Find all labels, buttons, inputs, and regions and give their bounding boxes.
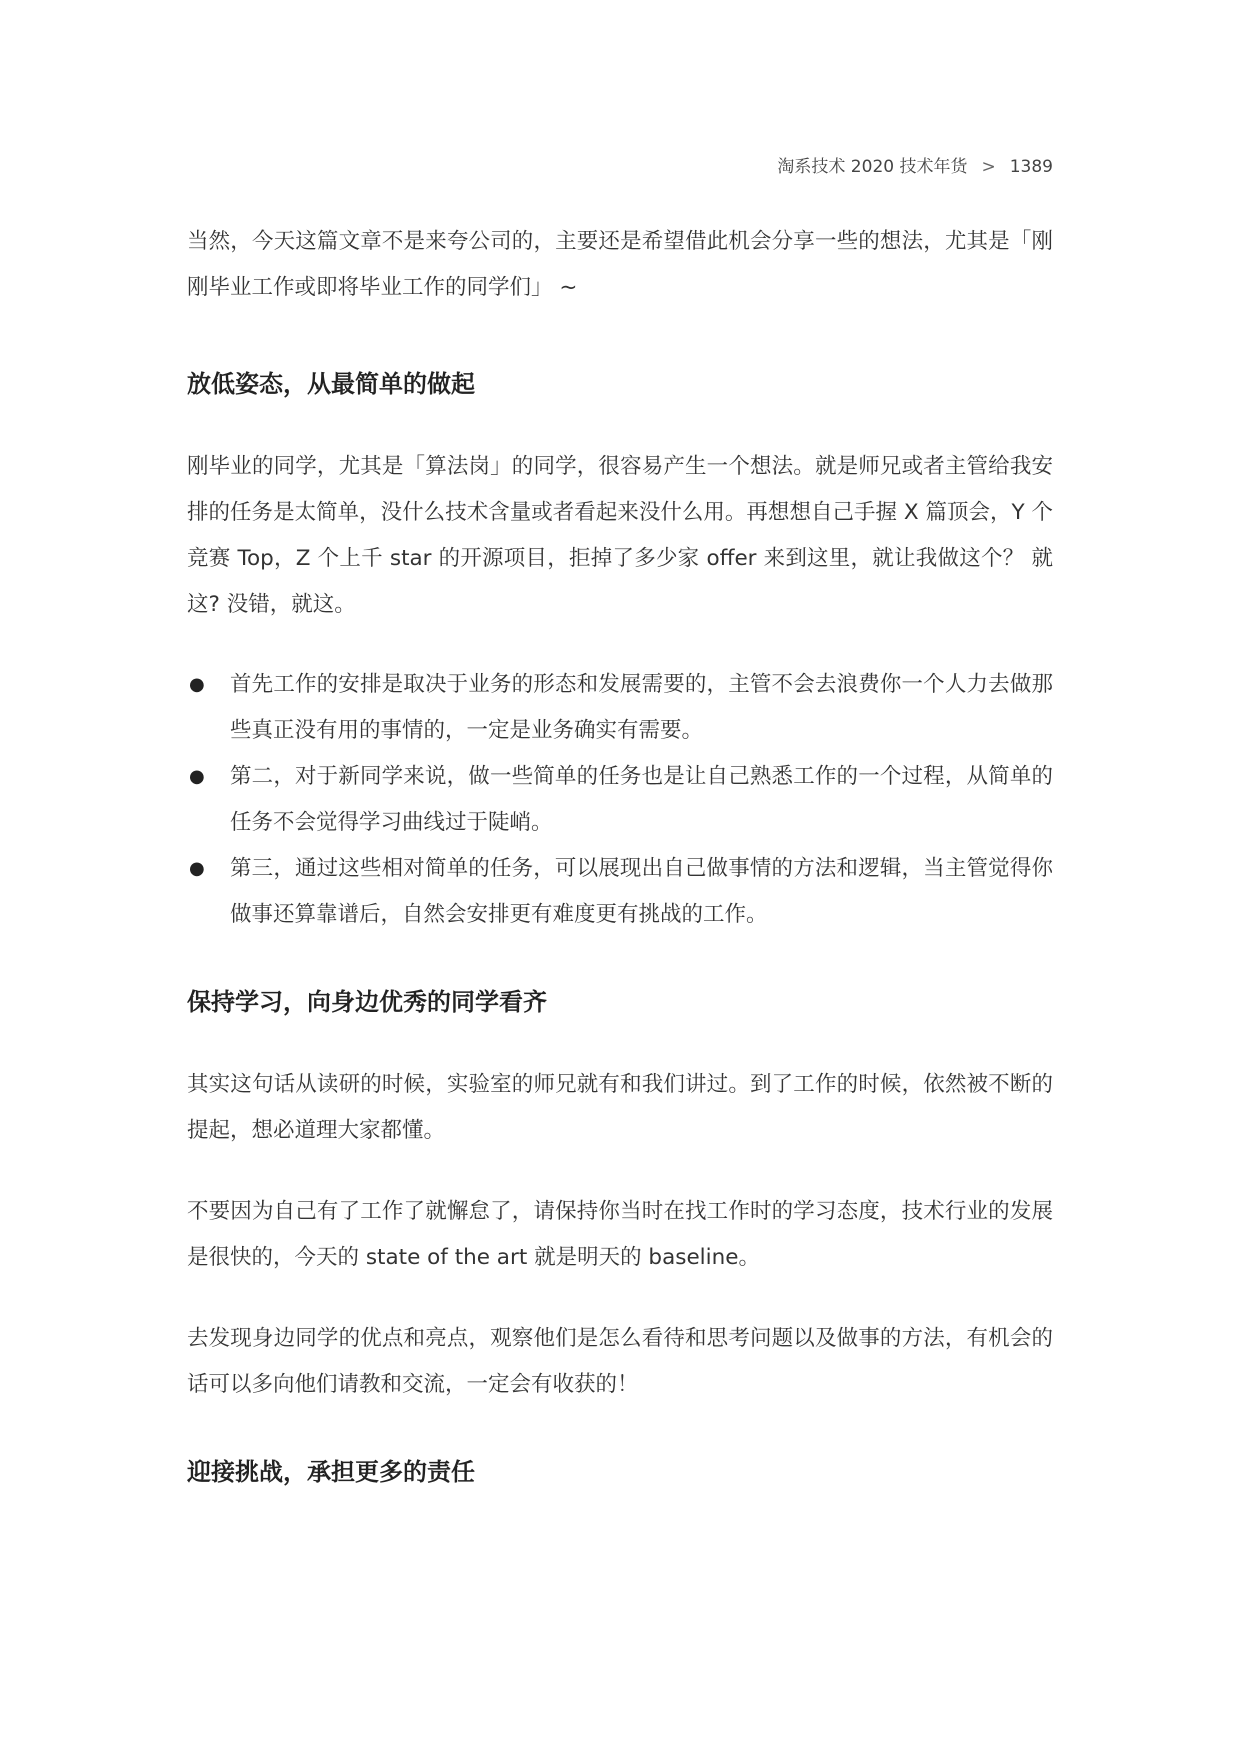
bullet-text: 第三，通过这些相对简单的任务，可以展现出自己做事情的方法和逻辑，当主管觉得你做事还算靠谱后，自然会安排更有难度更有挑战的工作。 — [230, 856, 1053, 927]
bullet-icon: ● — [189, 858, 205, 879]
bullet-icon: ● — [189, 674, 205, 695]
section-heading-humble: 放低姿态，从最简单的做起 — [187, 370, 475, 398]
learning-paragraph-1: 其实这句话从读研的时候，实验室的师兄就有和我们讲过。到了工作的时候，依然被不断的提起，想必道理大家都懂。 — [187, 1072, 1053, 1143]
humble-bullet-list — [187, 662, 1053, 938]
document-body — [187, 219, 1053, 1495]
intro-paragraph: 当然，今天这篇文章不是来夸公司的，主要还是希望借此机会分享一些的想法，尤其是「刚刚毕业工作或即将毕业工作的同学们」 ~ — [187, 229, 1053, 300]
header-title: 淘系技术 2020 技术年货 — [777, 157, 968, 177]
section-heading-learning: 保持学习，向身边优秀的同学看齐 — [187, 988, 547, 1016]
bullet-item — [187, 846, 1053, 938]
running-header — [777, 152, 1053, 177]
learning-paragraph-2: 不要因为自己有了工作了就懈怠了，请保持你当时在找工作时的学习态度，技术行业的发展是很快的，今天的 state of the art 就是明天的 baseline。 — [187, 1199, 1053, 1270]
bullet-text: 第二，对于新同学来说，做一些简单的任务也是让自己熟悉工作的一个过程，从简单的任务不会觉得学习曲线过于陡峭。 — [230, 764, 1053, 835]
bullet-item — [187, 662, 1053, 754]
bullet-icon: ● — [189, 766, 205, 787]
section-heading-challenge: 迎接挑战，承担更多的责任 — [187, 1458, 475, 1486]
header-separator: > — [981, 157, 996, 177]
bullet-item — [187, 754, 1053, 846]
bullet-text: 首先工作的安排是取决于业务的形态和发展需要的，主管不会去浪费你一个人力去做那些真正没有用的事情的，一定是业务确实有需要。 — [230, 672, 1053, 743]
page-number: 1389 — [1009, 157, 1053, 177]
humble-paragraph: 刚毕业的同学，尤其是「算法岗」的同学，很容易产生一个想法。就是师兄或者主管给我安排的任务是太简单，没什么技术含量或者看起来没什么用。再想想自己手握 X 篇顶会，Y 个竞赛 Top，Z 个上千 star 的开源项目，拒掉了多少家 offer 来到这里，就让我做这个？ 就这? 没错，就这。 — [187, 454, 1053, 617]
learning-paragraph-3: 去发现身边同学的优点和亮点，观察他们是怎么看待和思考问题以及做事的方法，有机会的话可以多向他们请教和交流，一定会有收获的！ — [187, 1326, 1053, 1397]
